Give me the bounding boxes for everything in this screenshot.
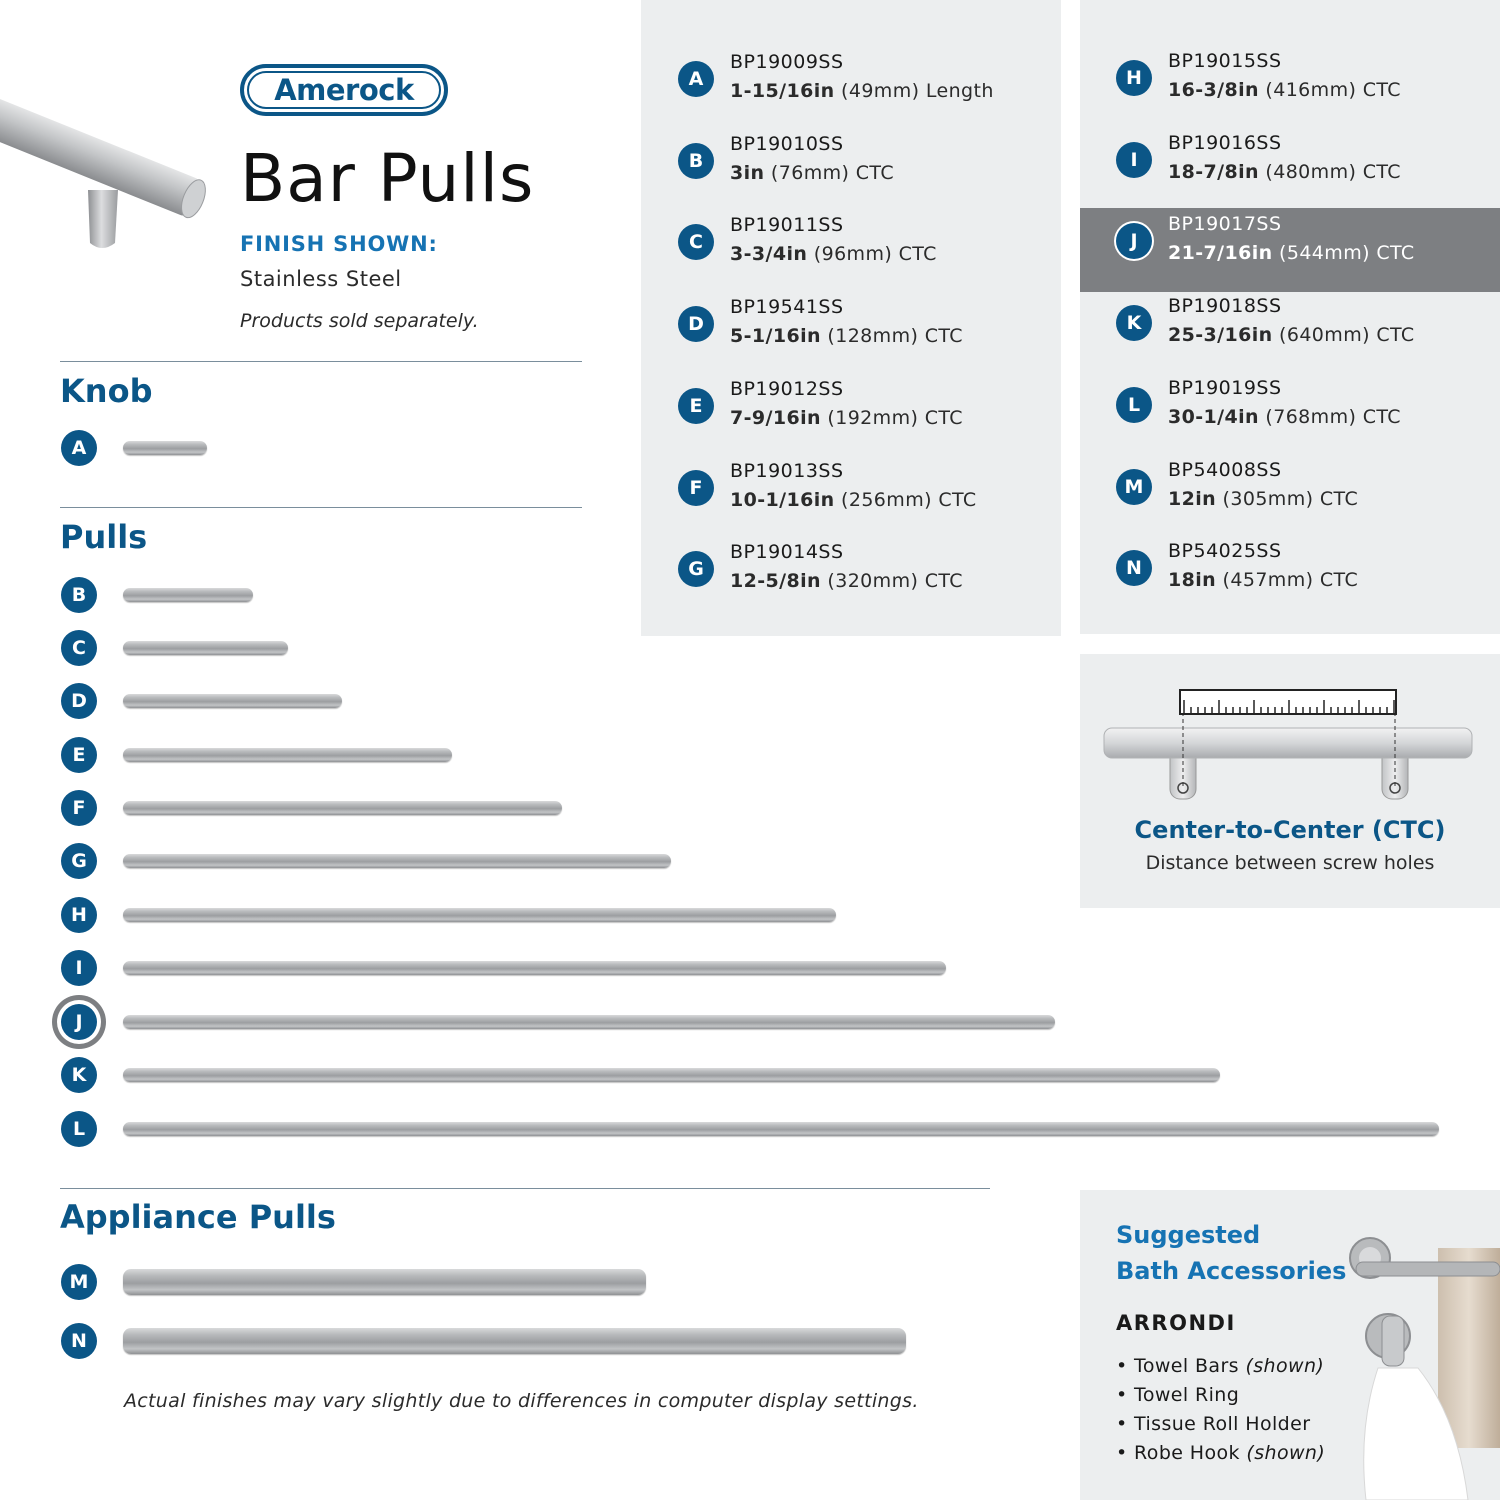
product-code: BP19012SS [730, 377, 844, 400]
product-size-metric: (49mm) Length [834, 80, 994, 102]
accessories-title-line1: Suggested [1116, 1221, 1261, 1249]
finish-value: Stainless Steel [240, 267, 402, 291]
product-code: BP54025SS [1168, 540, 1282, 563]
amerock-logo [240, 64, 448, 116]
product-letter-badge: K [1116, 305, 1152, 341]
section-knob-heading: Knob [60, 372, 153, 410]
product-size [730, 80, 994, 102]
product-size-metric: (768mm) CTC [1258, 405, 1401, 428]
collection-name: ARRONDI [1116, 1311, 1236, 1335]
product-size-imperial: 7-9/16in [730, 406, 821, 429]
product-letter-badge: F [678, 470, 714, 506]
product-size-metric: (457mm) CTC [1216, 569, 1359, 592]
product-code: BP19011SS [730, 214, 844, 237]
accessory-item: • Towel Ring [1116, 1384, 1240, 1406]
product-size [1168, 161, 1401, 183]
bar-letter-badge: K [61, 1057, 97, 1093]
bar-pull-e [123, 748, 452, 762]
product-size [1168, 569, 1358, 591]
towel-bar-image [1348, 1228, 1500, 1500]
product-size [1168, 488, 1358, 510]
accessory-note: (shown) [1245, 1355, 1325, 1377]
product-size-metric: (416mm) CTC [1258, 79, 1401, 101]
product-letter-badge: B [678, 143, 714, 179]
product-size-imperial: 5-1/16in [730, 325, 821, 348]
bar-letter-badge: G [61, 843, 97, 879]
bar-pull-k [123, 1068, 1220, 1082]
product-size-imperial: 18in [1168, 569, 1217, 592]
bar-pull-h [123, 908, 836, 922]
bar-pull-b [123, 588, 253, 602]
product-letter-badge: E [678, 388, 714, 424]
product-code: BP19015SS [1168, 50, 1282, 72]
ctc-description: Distance between screw holes [1145, 852, 1435, 874]
bar-letter-badge: C [61, 630, 97, 666]
product-size-imperial: 18-7/8in [1168, 160, 1259, 183]
product-code: BP19019SS [1168, 376, 1282, 399]
product-size [730, 243, 937, 265]
divider [60, 361, 582, 362]
product-size-metric: (305mm) CTC [1216, 487, 1359, 510]
hero-bar-pull-image [0, 95, 215, 260]
bar-letter-badge: F [61, 790, 97, 826]
product-size-imperial: 1-15/16in [730, 80, 835, 102]
product-size-imperial: 12in [1168, 487, 1217, 510]
product-size-imperial: 16-3/8in [1168, 79, 1259, 101]
accessory-item: • Robe Hook (shown) [1116, 1442, 1326, 1464]
section-appliance-pulls-heading: Appliance Pulls [60, 1198, 336, 1236]
product-size [1168, 406, 1401, 428]
bar-pull-m [123, 1269, 646, 1295]
page-title: Bar Pulls [240, 140, 535, 217]
bar-letter-badge: A [61, 430, 97, 466]
product-size-imperial: 21-7/16in [1168, 242, 1273, 265]
product-letter-badge: H [1116, 60, 1152, 96]
section-pulls-heading: Pulls [60, 518, 148, 556]
product-code: BP19013SS [730, 459, 844, 482]
accessory-item: • Tissue Roll Holder [1116, 1413, 1311, 1435]
product-letter-badge: G [678, 551, 714, 587]
bar-pull-l [123, 1122, 1439, 1136]
product-size-imperial: 3in [730, 161, 765, 184]
bar-letter-badge: I [61, 950, 97, 986]
ctc-diagram [1100, 686, 1480, 804]
product-size [1168, 79, 1401, 101]
product-size [730, 489, 977, 511]
product-letter-badge: D [678, 306, 714, 342]
product-size-metric: (96mm) CTC [807, 243, 937, 266]
bar-pull-c [123, 641, 288, 655]
bar-letter-badge: J [61, 1004, 97, 1040]
product-size-imperial: 12-5/8in [730, 570, 821, 593]
product-letter-badge: N [1116, 550, 1152, 586]
product-size [730, 570, 963, 592]
bar-letter-badge: B [61, 577, 97, 613]
bar-pull-d [123, 694, 342, 708]
product-size-metric: (320mm) CTC [820, 570, 963, 593]
bar-letter-badge: D [61, 683, 97, 719]
product-size [730, 325, 963, 347]
accessory-note: (shown) [1246, 1442, 1326, 1464]
product-size-imperial: 10-1/16in [730, 488, 835, 511]
bar-pull-j [123, 1015, 1055, 1029]
accessories-list [1116, 1355, 1325, 1471]
product-letter-badge: I [1116, 142, 1152, 178]
bar-pull-a [123, 441, 207, 455]
bar-pull-n [123, 1328, 906, 1354]
product-size-imperial: 25-3/16in [1168, 324, 1273, 347]
bar-letter-badge: E [61, 737, 97, 773]
divider [60, 507, 582, 508]
product-size [1168, 242, 1415, 264]
product-letter-badge: M [1116, 469, 1152, 505]
bar-pull-g [123, 854, 671, 868]
product-letter-badge: L [1116, 387, 1152, 423]
bar-letter-badge: N [61, 1323, 97, 1359]
product-size [730, 162, 894, 184]
bar-letter-badge: M [61, 1264, 97, 1300]
product-code: BP54008SS [1168, 458, 1282, 481]
product-letter-badge: J [1116, 223, 1152, 259]
product-size-imperial: 30-1/4in [1168, 405, 1259, 428]
product-letter-badge: A [678, 61, 714, 97]
divider [60, 1188, 990, 1189]
product-size-metric: (76mm) CTC [764, 161, 894, 184]
product-code: BP19016SS [1168, 131, 1282, 154]
product-code: BP19541SS [730, 296, 844, 319]
product-code: BP19009SS [730, 51, 844, 73]
bar-letter-badge: L [61, 1111, 97, 1147]
bar-pull-i [123, 961, 946, 975]
product-size-metric: (640mm) CTC [1272, 324, 1415, 347]
finish-disclaimer: Actual finishes may vary slightly due to differences in computer display settings. [124, 1390, 919, 1412]
logo-text: Amerock [274, 73, 414, 107]
accessory-item: • Towel Bars (shown) [1116, 1355, 1325, 1377]
product-size [730, 407, 963, 429]
product-size [1168, 324, 1415, 346]
sold-separately-note: Products sold separately. [240, 310, 479, 332]
bar-pull-f [123, 801, 562, 815]
product-size-metric: (480mm) CTC [1258, 160, 1401, 183]
product-size-metric: (192mm) CTC [820, 406, 963, 429]
product-size-metric: (128mm) CTC [820, 325, 963, 348]
product-code: BP19014SS [730, 541, 844, 564]
product-letter-badge: C [678, 224, 714, 260]
bar-letter-badge: H [61, 897, 97, 933]
product-code: BP19018SS [1168, 295, 1282, 318]
finish-label: FINISH SHOWN: [240, 232, 438, 256]
accessories-title-line2: Bath Accessories [1116, 1257, 1347, 1285]
product-size-metric: (256mm) CTC [834, 488, 977, 511]
product-size-metric: (544mm) CTC [1272, 242, 1415, 265]
product-code: BP19017SS [1168, 213, 1282, 236]
ctc-title: Center-to-Center (CTC) [1134, 816, 1446, 844]
product-size-imperial: 3-3/4in [730, 243, 808, 266]
product-code: BP19010SS [730, 132, 844, 155]
